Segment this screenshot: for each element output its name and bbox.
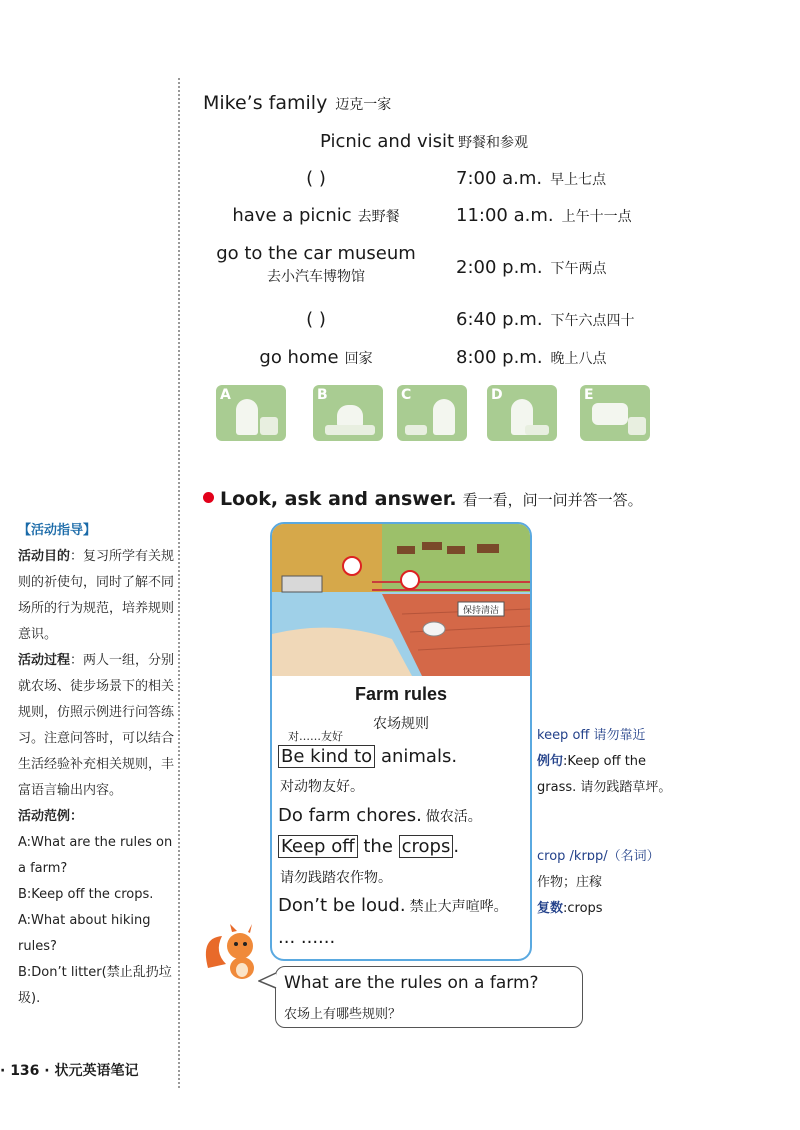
activity-purpose: 活动目的：复习所学有关规则的祈使句，同时了解不同场所的行为规范，培养规则意识。: [18, 549, 175, 642]
story-title-en: Mike’s family: [203, 92, 328, 114]
farm-rules-title-cn: 农场规则: [373, 716, 429, 732]
page-footer: [0, 1060, 138, 1080]
schedule-activity-blank-1: ( ): [306, 168, 326, 189]
red-bullet-icon: [203, 492, 214, 503]
schedule-time-4: 6:40 p.m. 下午六点四十: [456, 309, 635, 330]
activity-process: 活动过程：两人一组，分别就农场、徒步场景下的相关规则，仿照示例进行问答练习。注意问答时，可以结合生活经验补充相关规则，丰富语言输出内容。: [18, 653, 175, 798]
bubble-question: What are the rules on a farm?: [284, 973, 539, 993]
farm-rules-card: [270, 522, 532, 961]
schedule-activity-3: go to the car museum 去小汽车博物馆: [216, 243, 416, 285]
margin-divider: [178, 78, 180, 1088]
activity-example-label: 活动范例：: [18, 809, 84, 824]
rule-keep-off: Keep off the crops .: [278, 836, 459, 857]
schedule-time-5: 8:00 p.m. 晚上八点: [456, 347, 607, 368]
example-line-4: B:Don’t litter(禁止乱扔垃圾).: [18, 965, 172, 1006]
example-line-2: B:Keep off the crops.: [18, 887, 154, 902]
schedule-activity-blank-4: ( ): [306, 309, 326, 330]
farm-rules-title: Farm rules: [354, 684, 448, 704]
story-title: [203, 92, 391, 114]
picture-a: A: [216, 385, 286, 441]
picture-c: C: [397, 385, 467, 441]
farm-scene-illustration: [272, 524, 530, 676]
note-crop-meaning: 作物；庄稼: [537, 875, 603, 890]
schedule-heading-cn: 野餐和参观: [458, 135, 529, 151]
speech-bubble: [275, 966, 583, 1028]
rule-be-kind-cn: 对动物友好。: [280, 779, 364, 795]
schedule-time-2: 11:00 a.m. 上午十一点: [456, 205, 632, 226]
rule-be-kind: Be kind to animals.: [278, 746, 457, 767]
rule-keep-off-cn: 请勿践踏农作物。: [280, 870, 392, 886]
rule-not-loud: Don’t be loud. 禁止大声喧哗。: [278, 895, 508, 916]
example-line-1: A:What are the rules on a farm?: [18, 835, 173, 876]
keep-clean-sign: 保持清洁: [462, 606, 500, 616]
schedule-time-1: 7:00 a.m. 早上七点: [456, 168, 607, 189]
activity-guide-heading: 【活动指导】: [18, 523, 97, 538]
note-example: 例句:Keep off the: [537, 754, 647, 769]
book-title: 状元英语笔记: [54, 1063, 139, 1079]
rule-ellipsis: ... ......: [278, 927, 336, 948]
story-title-cn: 迈克一家: [335, 97, 392, 113]
bubble-question-cn: 农场上有哪些规则？: [284, 1007, 402, 1022]
schedule-activity-5: go home 回家: [259, 347, 373, 368]
picture-e: E: [580, 385, 650, 441]
picture-d: D: [487, 385, 557, 441]
picture-b: B: [313, 385, 383, 441]
note-keep-off: keep off 请勿靠近: [537, 728, 646, 743]
example-line-3: A:What about hiking rules?: [18, 913, 151, 954]
schedule-activity-2: have a picnic 去野餐: [232, 205, 400, 226]
schedule-heading-en: Picnic and visit: [320, 131, 455, 152]
page-number: · 136 ·: [0, 1063, 50, 1079]
bubble-tail-icon: [258, 972, 278, 990]
look-ask-answer-heading: Look, ask and answer. 看一看，问一问并答一答。: [203, 488, 643, 510]
gloss-be-kind-to: 对……友好: [288, 730, 343, 743]
activity-guide: [18, 518, 176, 1012]
note-plural: 复数:crops: [537, 901, 603, 916]
note-crop-phonetic: crop /krɒp/（名词）: [537, 849, 660, 864]
note-example-cont: grass. 请勿践踏草坪。: [537, 780, 672, 795]
schedule-heading: [320, 131, 528, 152]
rule-farm-chores: Do farm chores. 做农活。: [278, 805, 482, 826]
schedule-time-3: 2:00 p.m. 下午两点: [456, 257, 607, 278]
